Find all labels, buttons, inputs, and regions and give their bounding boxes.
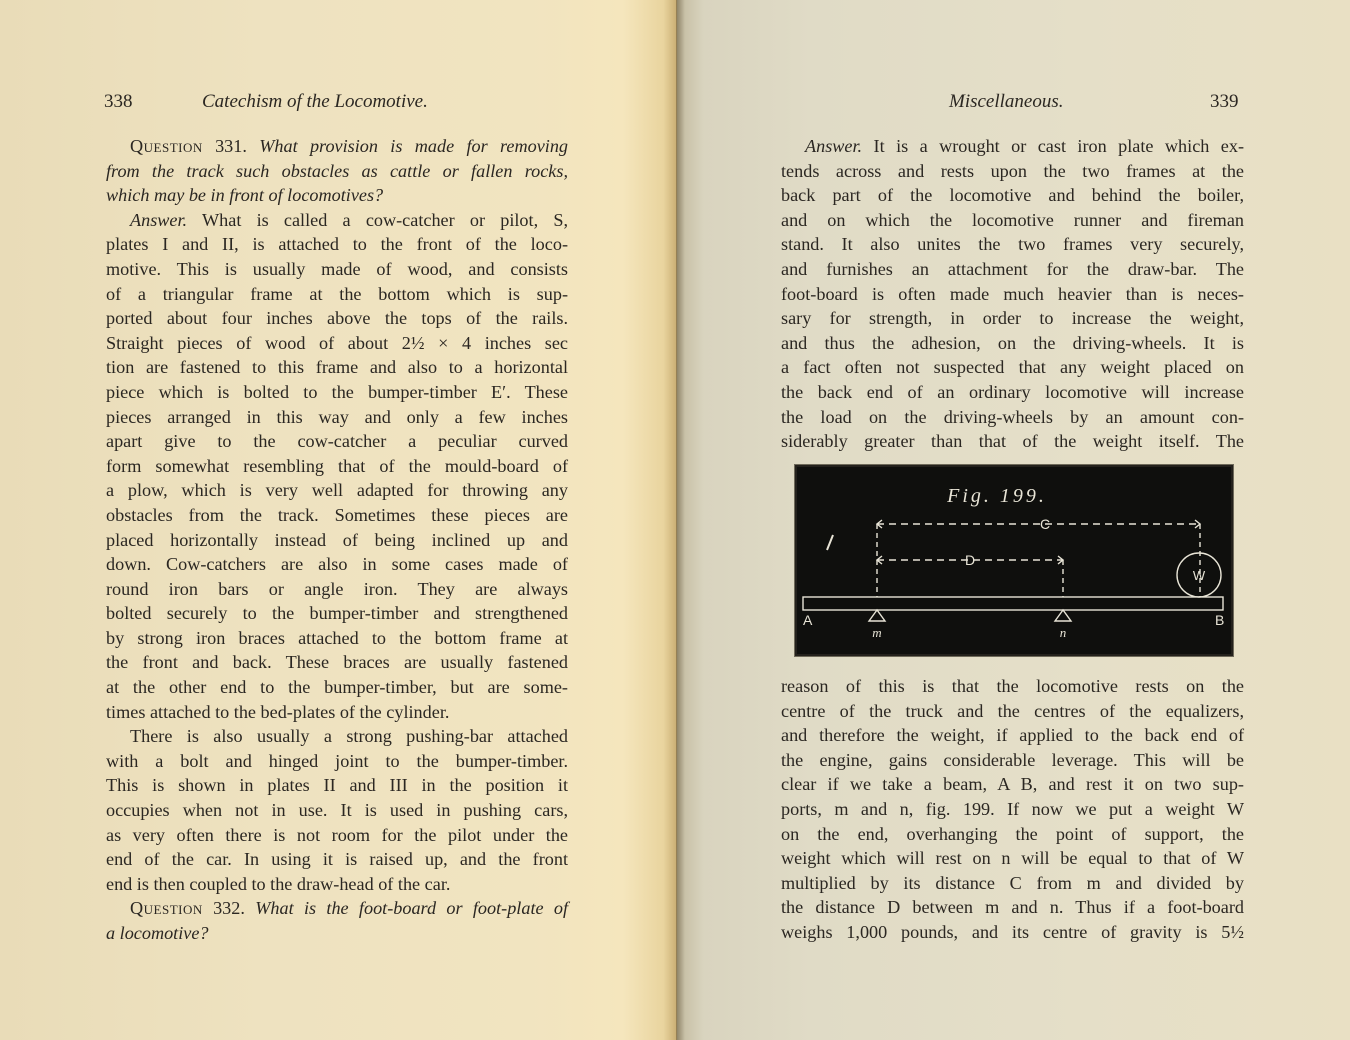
question-text: What provision is made for removing [259,136,569,156]
question-331-line [106,134,568,159]
question-text: What is the foot-board or foot-plate of [255,898,569,919]
answer-331-line: by strong iron braces attached to the bottom frame at [106,627,568,648]
answer-332-line: tends across and rests upon the two frames at the [781,160,1244,181]
label-m: m [872,625,882,640]
answer-332-line: reason of this is that the locomotive rests on the [781,676,1244,696]
answer-text: It is a wrought or cast iron plate which ex- [873,136,1245,156]
pushing-bar-line: as very often there is not room for the pilot under the [106,824,568,845]
question-label: Question [130,898,203,919]
support-m-triangle [869,610,885,621]
pushing-bar-line: end of the car. In using it is raised up, and the front [106,849,568,870]
answer-331-line [106,208,568,233]
answer-332-line: sary for strength, in order to increase the weight, [781,308,1244,329]
right-page [677,0,1350,1040]
beam-ab [803,597,1223,610]
answer-332-line: and therefore the weight, if applied to the back end of [781,725,1244,746]
answer-331-line: plates I and II, is attached to the front of the loco- [106,234,568,255]
answer-332-line: ports, m and n, fig. 199. If now we put a weight W [781,798,1244,819]
answer-332-line [781,134,1244,159]
answer-332-line: the engine, gains considerable leverage. This will be [781,749,1244,770]
answer-331-line: a plow, which is very well adapted for throwing any [106,480,568,501]
answer-332-line: back part of the locomotive and behind the boiler, [781,185,1244,206]
question-332-line: a locomotive? [106,923,209,943]
answer-332-line: on the end, overhanging the point of support, the [781,823,1244,844]
answer-331-line: Straight pieces of wood of about 2½ × 4 inches sec [106,332,568,353]
right-page-body-bottom [781,674,1244,945]
pushing-bar-line: end is then coupled to the draw-head of the car. [106,873,451,894]
running-head: Miscellaneous. [949,91,1064,112]
label-a: A [803,612,813,628]
answer-331-line: of a triangular frame at the bottom which is sup- [106,283,568,304]
answer-332-line: the back end of an ordinary locomotive will increase [781,381,1244,402]
answer-332-line: and furnishes an attachment for the draw-bar. The [781,258,1244,279]
answer-332-line: centre of the truck and the centres of the equalizers, [781,700,1244,721]
label-d: D [964,552,976,568]
question-number: 332. [213,898,245,919]
label-c: C [1039,516,1051,532]
answer-332-line: a fact often not suspected that any weight placed on [781,357,1244,378]
answer-331-line: the front and back. These braces are usually fastened [106,652,568,673]
answer-331-line: ported about four inches above the tops of the rails. [106,308,568,329]
answer-332-line: the load on the driving-wheels by an amount con- [781,406,1244,427]
figure-caption: Fig. 199. [947,485,1047,507]
label-b: B [1215,612,1225,628]
figure-199-lever-diagram [795,465,1233,656]
answer-332-line: and thus the adhesion, on the driving-wheels. It is [781,332,1244,353]
pushing-bar-line: with a bolt and hinged joint to the bumper-timber. [106,750,568,771]
page-number: 339 [1210,91,1239,112]
answer-331-line: placed horizontally instead of being inclined up and [106,529,568,550]
pushing-bar-line: occupies when not in use. It is used in pushing cars, [106,800,568,821]
pushing-bar-line: This is shown in plates II and III in the position it [106,775,568,796]
lever-diagram-svg [797,467,1231,654]
answer-332-line: foot-board is often made much heavier than is neces- [781,283,1244,304]
answer-label: Answer. [130,209,188,230]
answer-text: What is called a cow-catcher or pilot, S, [201,209,568,230]
answer-331-line: form somewhat resembling that of the mould-board of [106,455,568,476]
question-label: Question [130,136,203,156]
pushing-bar-line: There is also usually a strong pushing-bar attached [130,726,568,747]
question-331-line: which may be in front of locomotives? [106,185,384,206]
support-n-triangle [1055,610,1071,621]
answer-331-line: tion are fastened to this frame and also to a horizontal [106,357,568,378]
label-w: W [1192,568,1206,583]
answer-331-line: down. Cow-catchers are also in some cases made of [106,554,568,575]
answer-label: Answer. [805,136,863,156]
answer-332-line: the distance D between m and n. Thus if a foot-board [781,897,1244,918]
answer-331-line: apart give to the cow-catcher a peculiar curved [106,431,568,452]
answer-332-line: stand. It also unites the two frames very securely, [781,234,1244,255]
running-head: Catechism of the Locomotive. [202,91,428,112]
answer-331-line: pieces arranged in this way and only a few inches [106,406,568,427]
left-page-body [106,134,568,946]
answer-332-line: multiplied by its distance C from m and divided by [781,872,1244,893]
answer-332-line: siderably greater than that of the weight itself. The [781,431,1244,452]
right-page-body-top [781,134,1244,454]
answer-331-line: round iron bars or angle iron. They are always [106,578,568,599]
question-number: 331. [215,136,247,156]
answer-331-line: bolted securely to the bumper-timber and strengthened [106,603,568,624]
answer-332-line: weight which will rest on n will be equal to that of W [781,848,1244,869]
label-n: n [1059,625,1067,640]
answer-331-line: obstacles from the track. Sometimes these pieces are [106,504,568,525]
answer-331-line: times attached to the bed-plates of the cylinder. [106,701,450,722]
answer-332-line: clear if we take a beam, A B, and rest it on two sup- [781,774,1244,795]
question-332-line [106,896,568,921]
answer-331-line: motive. This is usually made of wood, and consists [106,258,568,279]
answer-332-line: and on which the locomotive runner and fireman [781,209,1244,230]
page-number: 338 [104,91,133,112]
answer-332-line: weighs 1,000 pounds, and its centre of gravity is 5½ [781,921,1244,942]
answer-331-line: piece which is bolted to the bumper-timber E′. These [106,381,568,402]
question-331-line: from the track such obstacles as cattle or fallen rocks, [106,160,568,181]
answer-331-line: at the other end to the bumper-timber, but are some- [106,677,568,698]
